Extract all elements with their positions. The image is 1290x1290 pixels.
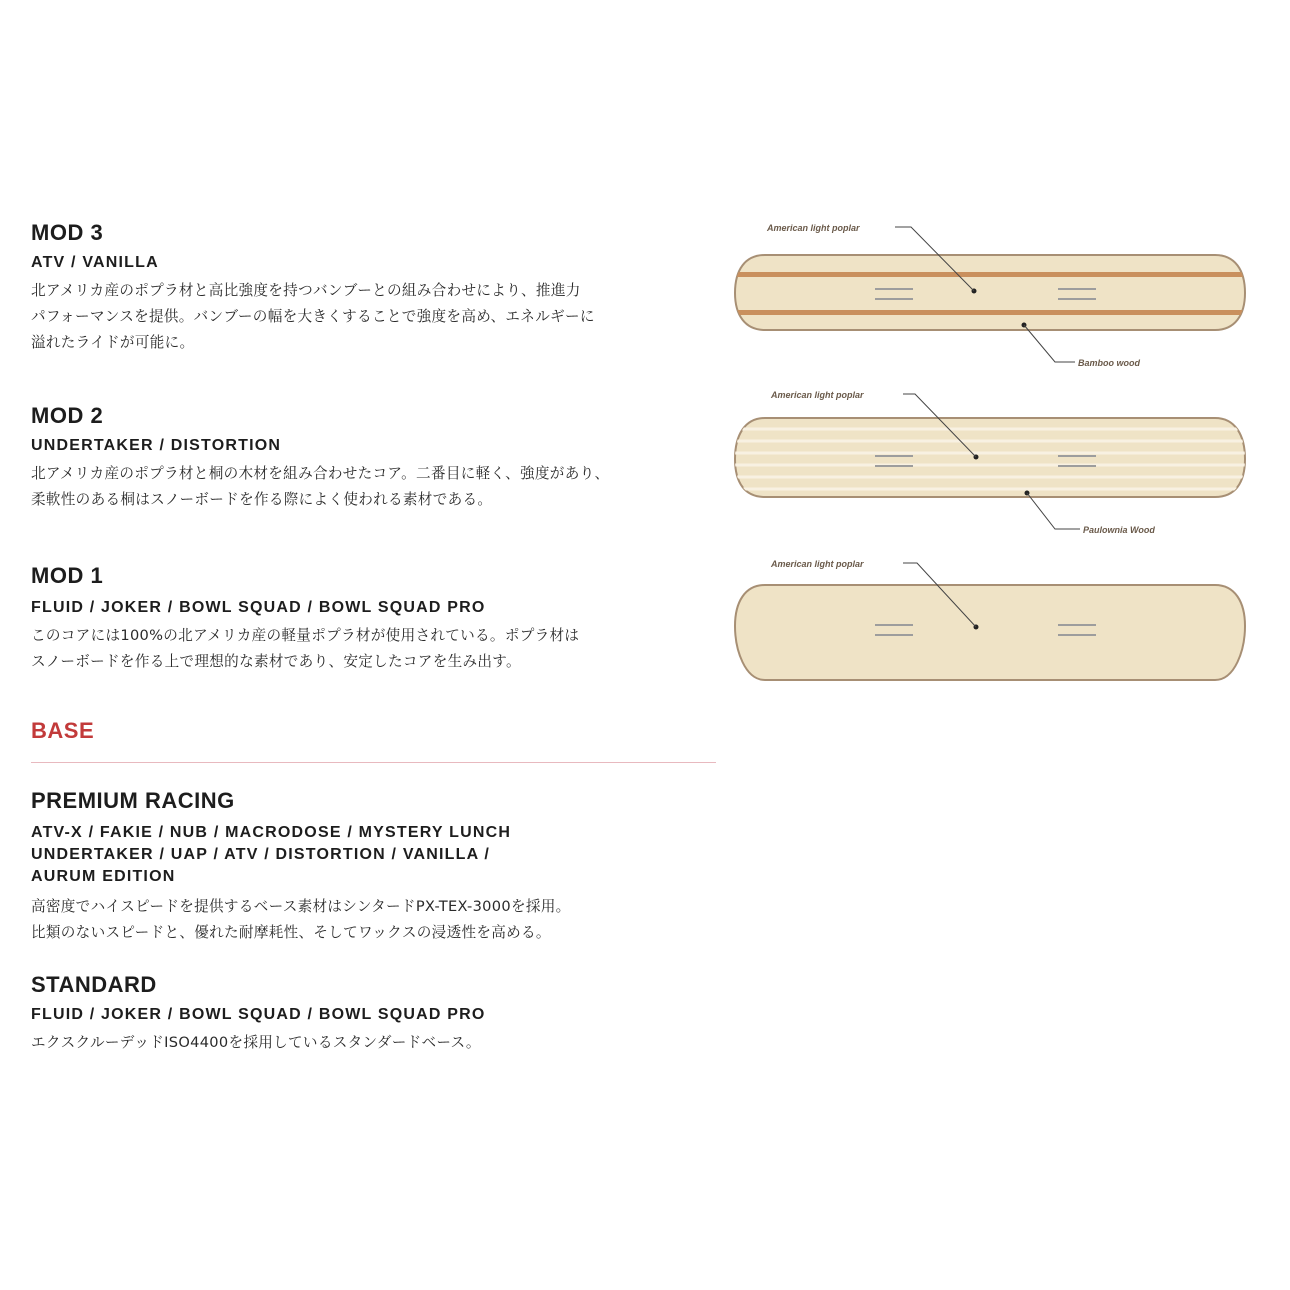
mod3-models: ATV / VANILLA [31, 254, 159, 271]
premium-models-1: ATV-X / FAKIE / NUB / MACRODOSE / MYSTERY LUNCH [31, 824, 512, 841]
mod2-desc-2: 柔軟性のある桐はスノーボードを作る際によく使われる素材である。 [31, 491, 493, 508]
bamboo-stripe [725, 272, 1255, 277]
mod2-label-bottom: Paulownia Wood [1083, 525, 1155, 535]
mod2-label-top: American light poplar [771, 390, 864, 400]
premium-models-3: AURUM EDITION [31, 868, 176, 885]
mod1-title: MOD 1 [31, 563, 104, 588]
premium-models-2: UNDERTAKER / UAP / ATV / DISTORTION / VANILLA / [31, 846, 491, 863]
premium-section [31, 788, 721, 946]
premium-title: PREMIUM RACING [31, 788, 235, 813]
mod3-desc-3: 溢れたライドが可能に。 [31, 334, 195, 351]
base-title: BASE [31, 718, 95, 743]
mod3-label-bottom: Bamboo wood [1078, 358, 1140, 368]
standard-desc-1: エクスクルーデッドISO4400を採用しているスタンダードベース。 [31, 1034, 481, 1051]
premium-desc-2: 比類のないスピードと、優れた耐摩耗性、そしてワックスの浸透性を高める。 [31, 924, 551, 941]
mod1-models: FLUID / JOKER / BOWL SQUAD / BOWL SQUAD PRO [31, 599, 486, 616]
mod2-board [725, 390, 1255, 535]
mod2-models: UNDERTAKER / DISTORTION [31, 437, 282, 454]
mod2-title: MOD 2 [31, 403, 104, 428]
leader-line [1027, 493, 1080, 529]
mod3-board [725, 223, 1255, 368]
base-divider [31, 762, 716, 763]
mod3-desc-1: 北アメリカ産のポプラ材と高比強度を持つバンブーとの組み合わせにより、推進力 [31, 282, 581, 299]
mod2-section [31, 403, 721, 513]
mod3-title: MOD 3 [31, 220, 104, 245]
mod3-desc-2: パフォーマンスを提供。バンブーの幅を大きくすることで強度を高め、エネルギーに [31, 308, 595, 325]
standard-models: FLUID / JOKER / BOWL SQUAD / BOWL SQUAD PRO [31, 1006, 486, 1023]
premium-desc-1: 高密度でハイスピードを提供するベース素材はシンタードPX-TEX-3000を採用。 [31, 898, 571, 915]
mod2-desc-1: 北アメリカ産のポプラ材と桐の木材を組み合わせたコア。二番目に軽く、強度があり、 [31, 465, 610, 482]
mod3-section [31, 220, 721, 356]
mod1-board [735, 559, 1245, 680]
standard-section [31, 972, 721, 1056]
core-illustrations [725, 205, 1255, 705]
mod1-section [31, 563, 721, 675]
bamboo-stripe [725, 310, 1255, 315]
mod1-desc-2: スノーボードを作る上で理想的な素材であり、安定したコアを生み出す。 [31, 653, 521, 670]
standard-title: STANDARD [31, 972, 157, 997]
mod1-label-top: American light poplar [771, 559, 864, 569]
mod1-desc-1: このコアには100%の北アメリカ産の軽量ポプラ材が使用されている。ポプラ材は [31, 627, 580, 644]
mod3-label-top: American light poplar [767, 223, 860, 233]
